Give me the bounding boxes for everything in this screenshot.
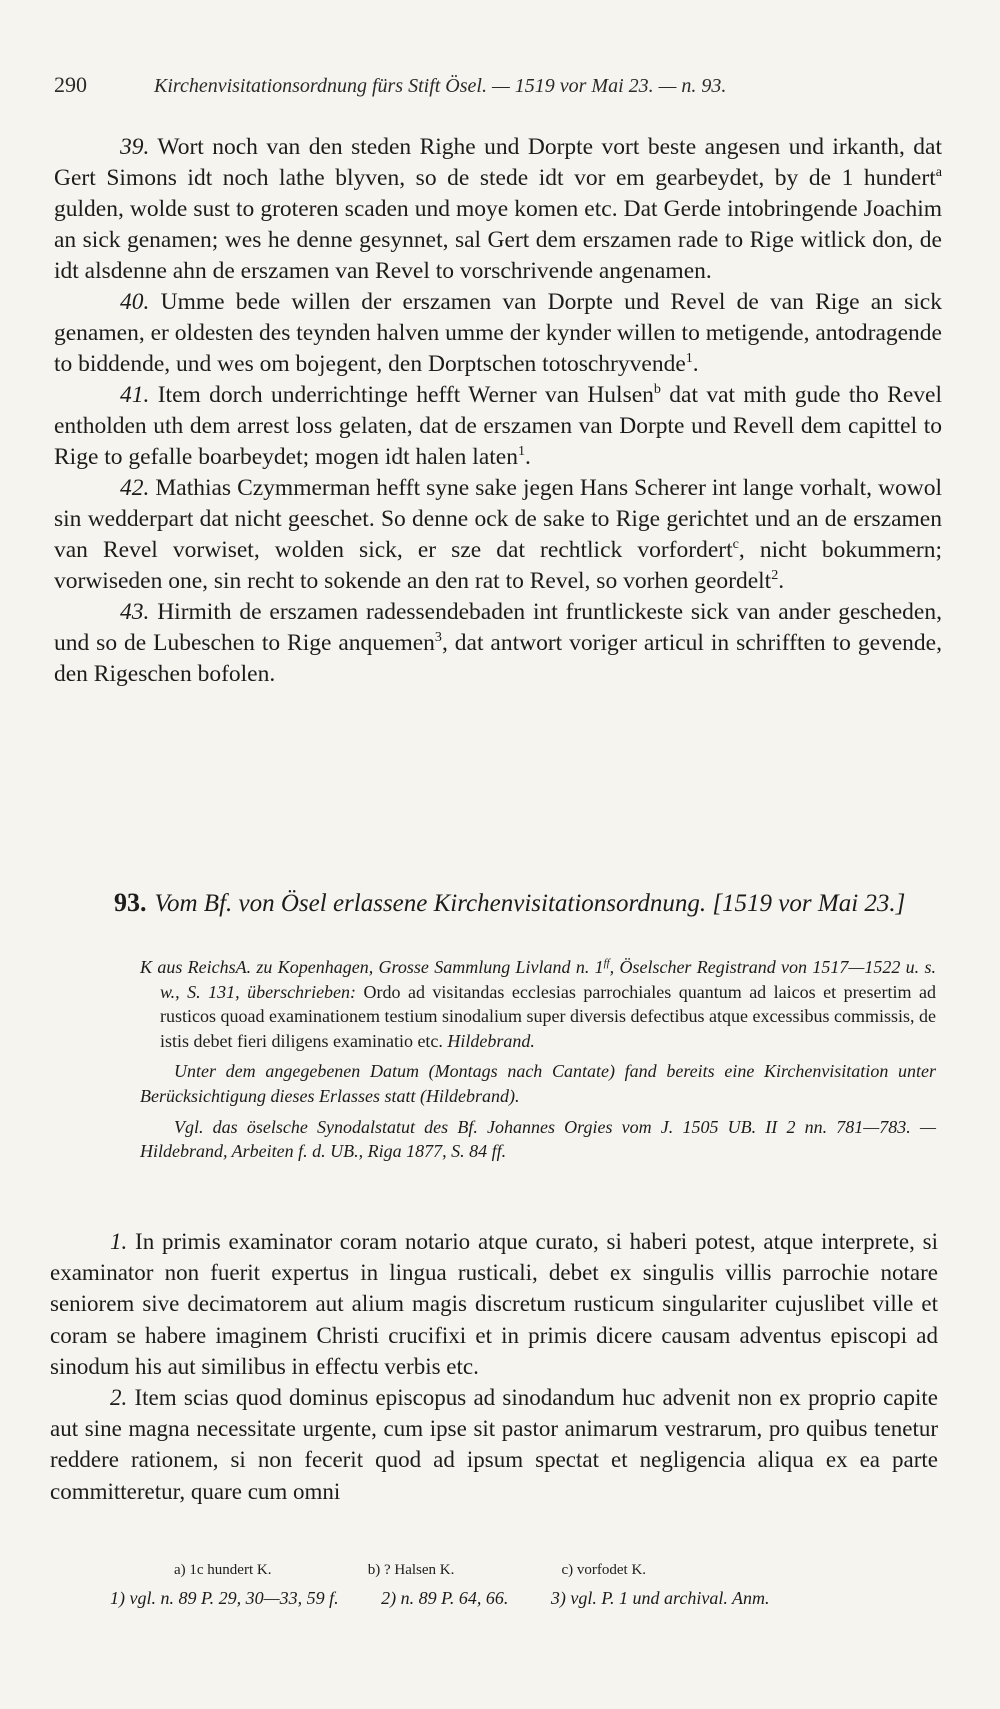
running-header xyxy=(54,72,944,98)
footnote-mark: a xyxy=(935,164,942,181)
paragraph-39: 39. Wort noch van den steden Righe und Dorpte vort beste angesen und irkanth, dat Gert Simons idt noch lathe blyven, so de stede idt vor em gearbeydet, by de 1 hundert$^a$ gulden, wolde sust to groteren scaden und moye komen etc. Dat Gerde intobringende Joachim an sick genamen; wes he denne gesynnet, sal Gert dem erszamen rade to Rige witlick don, de idt alsdenne ahn de erszamen van Revel to vorschrivende angenamen. xyxy=(54,134,942,284)
paragraph-41: 41. Item dorch underrichtinge hefft Werner van Hulsen$^b$ dat vat mith gude tho Revel entholden uth dem arrest loss gelaten, dat de erszamen van Dorpte und Revell dem capittel to Rige to gefalle boarbeydet; mogen idt halen laten$^1$. xyxy=(54,381,942,470)
footnote-mark: 1 xyxy=(685,350,693,367)
paragraph-number: 39. xyxy=(120,134,150,160)
number-footnotes xyxy=(110,1588,960,1609)
running-title: Kirchenvisitationsordnung fürs Stift Ösel. — 1519 vor Mai 23. — n. 93. xyxy=(154,75,727,97)
latin-text-block xyxy=(50,1226,938,1507)
page-number: 290 xyxy=(54,72,87,97)
footnote-mark: 2 xyxy=(771,567,779,584)
footnote-mark: 1 xyxy=(517,443,526,460)
footnote-2: 2) n. 89 P. 64, 66. xyxy=(381,1588,509,1608)
latin-paragraph-2: 2. Item scias quod dominus episcopus ad sinodandum huc advenit non ex proprio capite aut sine magna necessitate urgente, cum ipse sit pastor animarum vestrarum, pro quibus tenetur reddere rationem, si non fecerit quod ad ipsum spectat et negligencia aliqua ex ea parte committeretur, quare cum omni xyxy=(50,1385,938,1504)
footnote-a: a) 1c hundert K. xyxy=(174,1562,272,1578)
reference-note: Vgl. das öselsche Synodalstatut des Bf. Johannes Orgies vom J. 1505 UB. II 2 nn. 781—783. — Hildebrand, Arbeiten f. d. UB., Riga 1877, S. 84 ff. xyxy=(140,1116,936,1162)
footnote-mark: b xyxy=(653,381,661,398)
footnote-b: b) ? Halsen K. xyxy=(367,1562,455,1578)
paragraph-40: 40. Umme bede willen der erszamen van Dorpte und Revel de van Rige an sick genamen, er oldesten des teynden halven umme der kynder willen to metigende, antodragende to biddende, und wes om bojegent, den Dorptschen totoschryvende$^1$. xyxy=(54,289,942,377)
section-number: 93. xyxy=(114,888,147,917)
footnote-3: 3) vgl. P. 1 und archival. Anm. xyxy=(550,1588,770,1608)
latin-paragraph-1: 1. In primis examinator coram notario atque curato, si haberi potest, atque interprete, si examinator non fuerit expertus in lingua rusticali, debet ex singulis villis parrochie notare seniorem sive decimatorem aut alium magis discretum rusticum singulariter cujuslibet ville et coram se habere imaginem Christi crucifixi et in primis dicere causam adventus episcopi ad sinodum his aut similibus in effectu verbis etc. xyxy=(50,1229,938,1379)
source-notes xyxy=(140,955,936,1170)
section-title: Vom Bf. von Ösel erlassene Kirchenvisitationsordnung. [1519 vor Mai 23.] xyxy=(154,890,906,917)
paragraph-number: 40. xyxy=(120,289,150,315)
letter-footnotes xyxy=(174,1562,954,1579)
footnote-mark: c xyxy=(732,536,739,553)
source-note: K aus ReichsA. zu Kopenhagen, Grosse Sammlung Livland n. $1^{ff}$, Öselscher Registrand von 1517—1522 u. s. w., S. 131, überschrieben: Ordo ad visitandas ecclesias parrochiales quantum ad laicos et presertim ad rusticos quoad examinationem testium sinodalium super diversis defectibus atque excessibus commissis, de istis debet fieri diligens examinatio etc. Hildebrand. xyxy=(140,957,936,1051)
footnote-mark: 3 xyxy=(434,629,442,646)
paragraph-number: 43. xyxy=(120,599,150,625)
section-heading xyxy=(54,886,942,920)
paragraph-42: 42. Mathias Czymmerman hefft syne sake jegen Hans Scherer int lange vorhalt, wowol sin wedderpart dat nicht geeschet. So denne ock de sake to Rige gerichtet und an de erszamen van Revel vorwiset, wolden sick, er sze dat rechtlick vorfordert$^c$, nicht bokummern; vorwiseden one, sin recht to sokende an den rat to Revel, so vorhen geordelt$^2$. xyxy=(54,475,942,594)
paragraph-43: 43. Hirmith de erszamen radessendebaden int fruntlickeste sick van ander gescheden, und so de Lubeschen to Rige anquemen$^3$, dat antwort voriger articul in schrifften to gevende, den Rigeschen bofolen. xyxy=(54,599,942,687)
german-text-block xyxy=(54,132,942,690)
paragraph-number: 41. xyxy=(120,382,150,408)
date-note: Unter dem angegebenen Datum (Montags nach Cantate) fand bereits eine Kirchenvisitation unter Berücksichtigung dieses Erlasses statt (Hildebrand). xyxy=(140,1061,936,1106)
paragraph-number: 2. xyxy=(110,1385,128,1411)
footnote-1: 1) vgl. n. 89 P. 29, 30—33, 59 f. xyxy=(110,1588,339,1608)
paragraph-number: 1. xyxy=(110,1229,128,1254)
paragraph-number: 42. xyxy=(120,475,150,501)
footnote-c: c) vorfodet K. xyxy=(561,1562,647,1578)
